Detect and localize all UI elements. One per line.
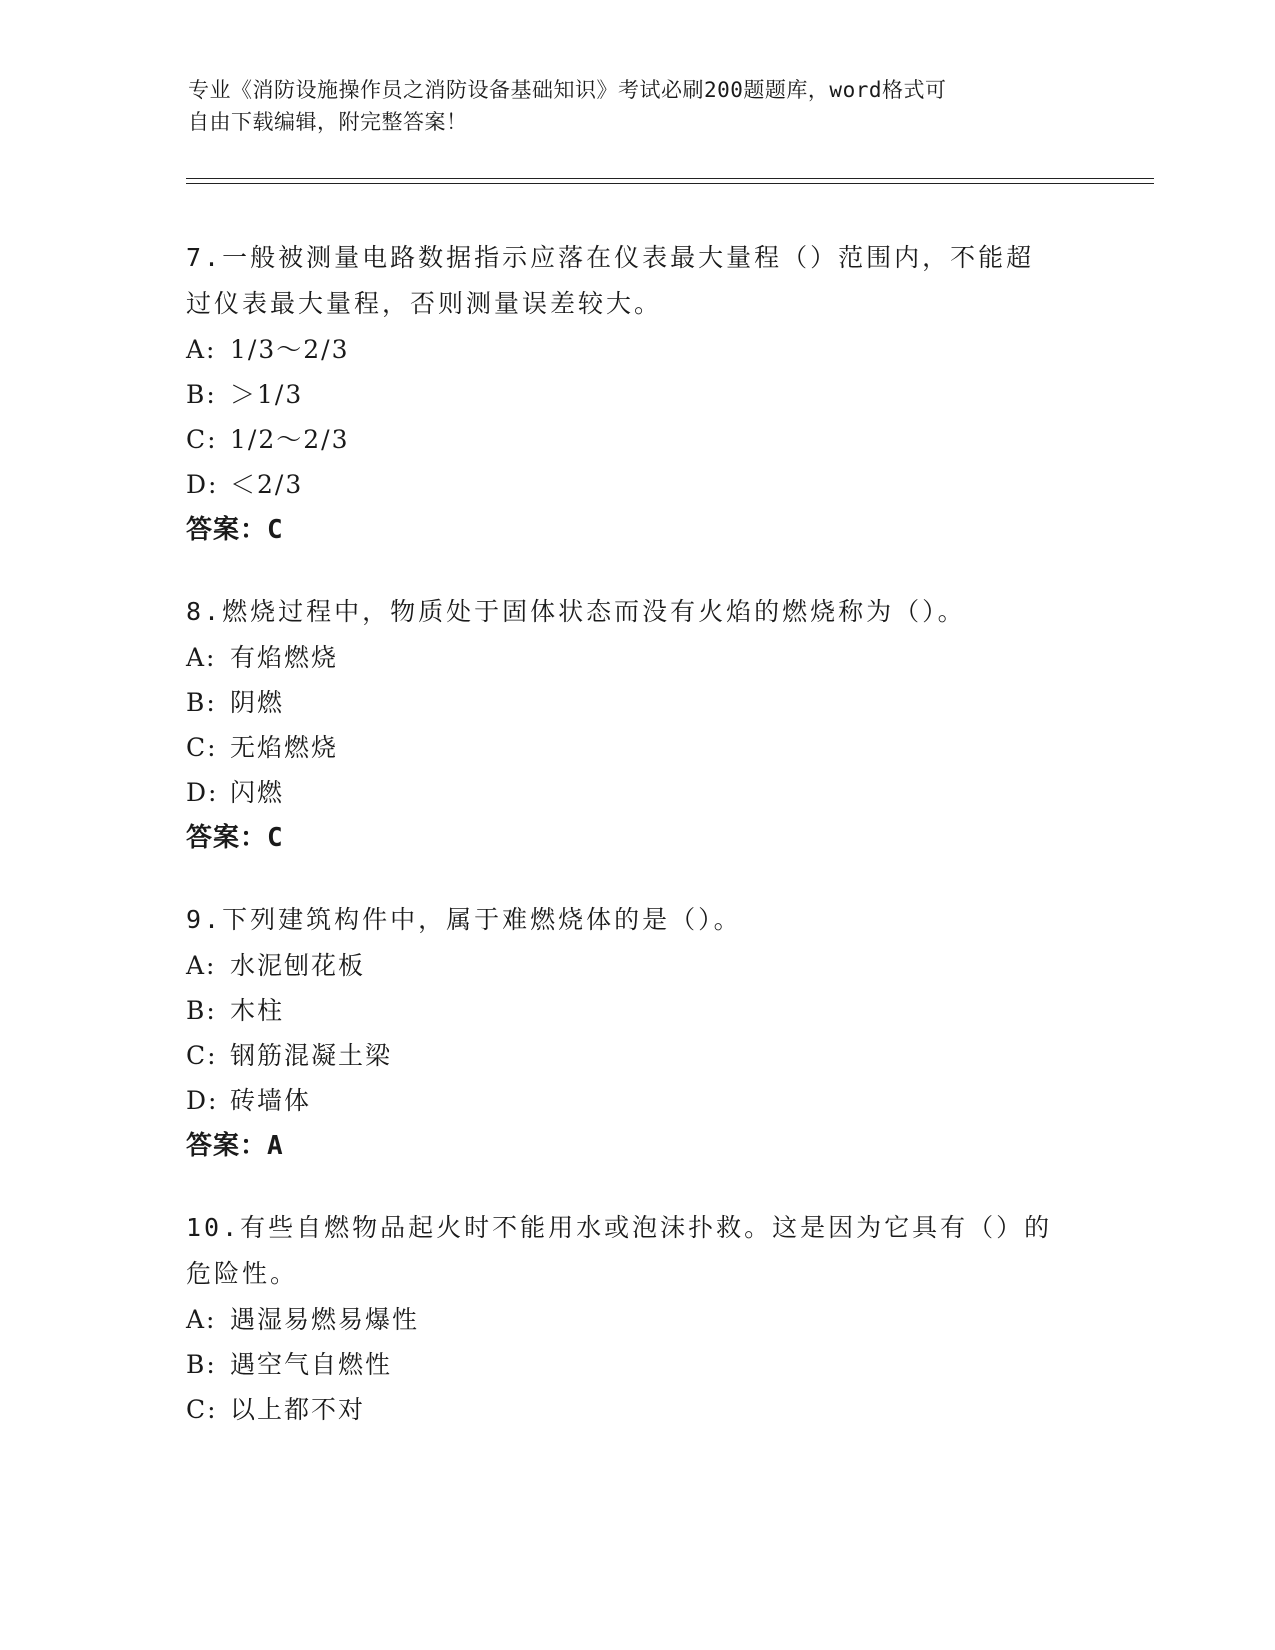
header-divider-top [186, 178, 1154, 179]
option-b [186, 1342, 1086, 1387]
question-stem: 10.有些自燃物品起火时不能用水或泡沫扑救。这是因为它具有（）的 [186, 1213, 1053, 1242]
option-c [186, 725, 1086, 770]
option-text: ＜2/3 [230, 470, 304, 499]
question-stem-continued: 危险性。 [186, 1259, 299, 1288]
option-text: 1/2～2/3 [230, 425, 350, 454]
question-list [186, 235, 1086, 1468]
question-stem: 9.下列建筑构件中，属于难燃烧体的是（）。 [186, 905, 742, 934]
question-8 [186, 589, 1086, 861]
option-key: A: [186, 951, 217, 980]
option-key: B: [186, 688, 217, 717]
option-key: A: [186, 1305, 217, 1334]
option-text: 有焰燃烧 [230, 643, 339, 672]
option-a [186, 327, 1086, 372]
option-text: 1/3～2/3 [230, 335, 350, 364]
option-d [186, 462, 1086, 507]
option-d [186, 770, 1086, 815]
header-line-1: 专业《消防设施操作员之消防设备基础知识》考试必刷200题题库，word格式可 [188, 78, 947, 102]
option-key: B: [186, 1350, 217, 1379]
option-key: D: [186, 470, 219, 499]
header-divider-bottom [186, 183, 1154, 184]
option-text: 闪燃 [230, 778, 285, 807]
answer-line: 答案：A [186, 1131, 284, 1161]
question-stem: 7.一般被测量电路数据指示应落在仪表最大量程（）范围内，不能超 [186, 243, 1035, 272]
option-text: 水泥刨花板 [230, 951, 366, 980]
question-stem: 8.燃烧过程中，物质处于固体状态而没有火焰的燃烧称为（）。 [186, 597, 966, 626]
option-key: B: [186, 380, 217, 409]
option-key: A: [186, 643, 217, 672]
option-text: 阴燃 [230, 688, 285, 717]
option-text: 以上都不对 [230, 1395, 366, 1424]
option-c [186, 1033, 1086, 1078]
question-7 [186, 235, 1086, 553]
option-key: B: [186, 996, 217, 1025]
option-a [186, 943, 1086, 988]
question-stem-continued: 过仪表最大量程，否则测量误差较大。 [186, 289, 663, 318]
option-a [186, 1297, 1086, 1342]
option-key: C: [186, 1395, 218, 1424]
option-text: 钢筋混凝土梁 [230, 1041, 393, 1070]
answer-line: 答案：C [186, 823, 284, 853]
option-key: D: [186, 1086, 219, 1115]
option-c [186, 1387, 1086, 1432]
option-a [186, 635, 1086, 680]
answer-line: 答案：C [186, 515, 284, 545]
question-9 [186, 897, 1086, 1169]
document-header [188, 74, 1088, 138]
question-10 [186, 1205, 1086, 1432]
option-b [186, 372, 1086, 417]
option-text: 遇空气自燃性 [230, 1350, 393, 1379]
option-key: C: [186, 733, 218, 762]
option-c [186, 417, 1086, 462]
option-text: 砖墙体 [230, 1086, 312, 1115]
option-text: 无焰燃烧 [230, 733, 339, 762]
option-key: C: [186, 425, 218, 454]
option-key: D: [186, 778, 219, 807]
option-b [186, 988, 1086, 1033]
option-text: 木柱 [230, 996, 285, 1025]
option-text: ＞1/3 [230, 380, 304, 409]
option-d [186, 1078, 1086, 1123]
option-key: C: [186, 1041, 218, 1070]
option-text: 遇湿易燃易爆性 [230, 1305, 420, 1334]
option-key: A: [186, 335, 217, 364]
option-b [186, 680, 1086, 725]
header-line-2: 自由下载编辑，附完整答案！ [188, 110, 468, 134]
